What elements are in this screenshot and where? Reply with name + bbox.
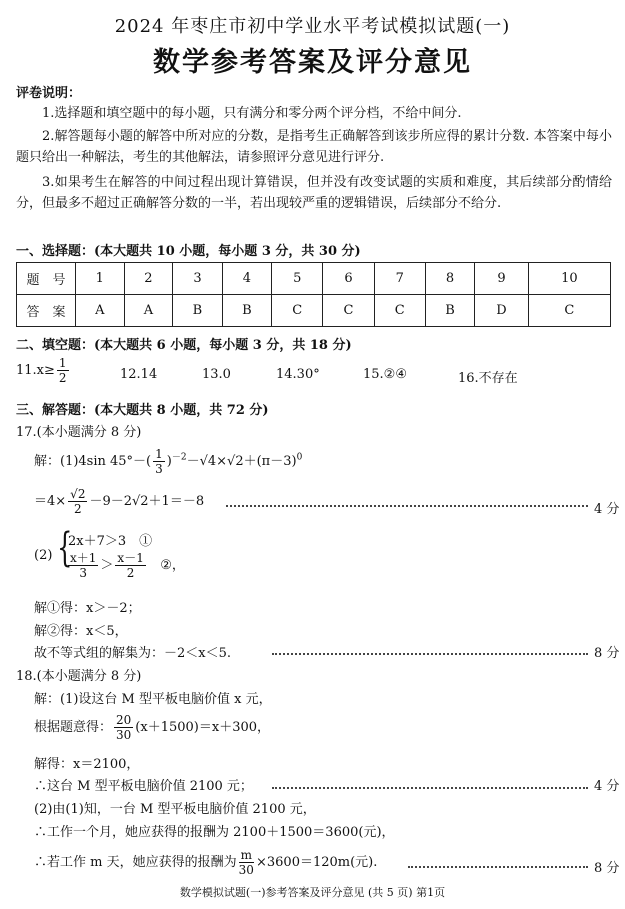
q18-line4: ∴这台 M 型平板电脑价值 2100 元；	[34, 779, 253, 794]
score-mark: 4 分	[594, 779, 620, 794]
fraction	[68, 551, 98, 580]
fraction-numerator: x＋1	[70, 551, 97, 565]
fill-answer-13: 13.0	[202, 367, 231, 382]
score-mark: 8 分	[594, 646, 620, 661]
fraction-denominator: 30	[238, 863, 254, 877]
q18-line7	[34, 848, 377, 877]
q18-line1: 解：(1)设这台 M 型平板电脑价值 x 元，	[34, 692, 272, 707]
dotted-leader	[226, 505, 588, 507]
q18-line7-part-a: ∴若工作 m 天，她应获得的报酬为	[34, 855, 237, 870]
q17-line1-part-b: )	[166, 454, 172, 469]
answer-cell: C	[272, 295, 323, 327]
table-row-numbers	[17, 263, 611, 295]
question-number: 3	[173, 263, 222, 295]
question-number: 8	[425, 263, 474, 295]
fraction-numerator: √2	[70, 487, 86, 501]
fraction-denominator: 30	[116, 728, 132, 742]
q17-line1	[34, 447, 302, 476]
question-number: 10	[528, 263, 610, 295]
answer-cell: D	[475, 295, 529, 327]
fill-answer-11	[16, 356, 71, 385]
exponent: －2	[171, 452, 187, 463]
fill-answer-16: 16.不存在	[458, 371, 518, 386]
question-number: 7	[374, 263, 425, 295]
q17-title: 17.(本小题满分 8 分)	[16, 425, 142, 440]
fraction	[153, 447, 165, 476]
fraction-denominator: 2	[126, 566, 135, 580]
dotted-leader	[272, 787, 588, 789]
fraction-denominator: 2	[73, 502, 82, 516]
row-header-number: 题 号	[17, 263, 76, 295]
score-mark: 4 分	[594, 502, 620, 517]
grading-notes-label: 评卷说明：	[16, 86, 82, 101]
fraction-denominator: 2	[58, 371, 67, 385]
dotted-leader	[272, 653, 588, 655]
question-number: 2	[124, 263, 173, 295]
q18-line2	[34, 713, 270, 742]
section1-heading: 一、选择题：(本大题共 10 小题，每小题 3 分，共 30 分)	[16, 244, 361, 259]
left-brace: {	[57, 525, 73, 571]
answer-table	[16, 262, 611, 327]
q17-line6: 故不等式组的解集为：－2＜x＜5.	[34, 646, 232, 661]
answer-cell: C	[374, 295, 425, 327]
section3-heading: 三、解答题：(本大题共 8 小题，共 72 分)	[16, 403, 269, 418]
answer-cell: A	[76, 295, 125, 327]
answer-cell: A	[124, 295, 173, 327]
fill-answer-15: 15.②④	[363, 367, 407, 382]
answer-cell: C	[323, 295, 374, 327]
fraction	[114, 713, 133, 742]
question-number: 5	[272, 263, 323, 295]
answer-cell: B	[173, 295, 222, 327]
fraction-numerator: 1	[58, 356, 67, 370]
fill-answer-11-prefix: 11.x≥	[16, 363, 55, 378]
q17-part2-label: (2)	[34, 548, 53, 563]
fraction-numerator: x－1	[117, 551, 144, 565]
table-row-answers	[17, 295, 611, 327]
question-number: 1	[76, 263, 125, 295]
q17-line5: 解②得：x＜5，	[34, 624, 128, 639]
q18-line2-part-a: 根据题意得：	[34, 720, 113, 735]
answer-cell: B	[222, 295, 271, 327]
fraction	[57, 356, 69, 385]
fraction	[115, 551, 145, 580]
greater-than: ＞	[100, 558, 114, 573]
question-number: 6	[323, 263, 374, 295]
fill-answer-12: 12.14	[120, 367, 158, 382]
equation-marker: ②	[160, 558, 172, 573]
q18-line3: 解得：x＝2100，	[34, 757, 140, 772]
question-number: 9	[475, 263, 529, 295]
q18-line6: ∴工作一个月，她应获得的报酬为 2100＋1500＝3600(元)，	[34, 825, 395, 840]
q17-line4: 解①得：x＞－2；	[34, 601, 141, 616]
q17-line1-part-a: 解：(1)4sin 45°－(	[34, 454, 152, 469]
score-mark: 8 分	[594, 861, 620, 876]
q17-line1-part-c: －√4×√2＋(π－3)	[186, 454, 297, 469]
punctuation: ，	[171, 558, 185, 573]
inequality-2	[66, 551, 185, 580]
q17-line2-part-b: －9－2√2＋1＝－8	[89, 494, 205, 509]
grading-note-3: 3.如果考生在解答的中间过程出现计算错误，但并没有改变试题的实质和难度，其后续部分酌情给分，但最多不超过正确解答分数的一半，若出现较严重的逻辑错误，后续部分不给分.	[16, 175, 612, 211]
q18-line5: (2)由(1)知，一台 M 型平板电脑价值 2100 元，	[34, 802, 316, 817]
fraction-numerator: 20	[116, 713, 132, 727]
q18-line7-part-b: ×3600＝120m(元).	[255, 855, 378, 870]
row-header-answer: 答 案	[17, 295, 76, 327]
q18-title: 18.(本小题满分 8 分)	[16, 669, 142, 684]
inequality-1: 2x＋7＞3 ①	[68, 534, 153, 549]
question-number: 4	[222, 263, 271, 295]
section2-heading: 二、填空题：(本大题共 6 小题，每小题 3 分，共 18 分)	[16, 338, 352, 353]
grading-note-2: 2.解答题每小题的解答中所对应的分数，是指考生正确解答到该步所应得的累计分数. 本答案中每小题只给出一种解法，考生的其他解法，请参照评分意见进行评分.	[16, 129, 612, 165]
q17-line2-part-a: ＝4×	[34, 494, 67, 509]
fraction-denominator: 3	[79, 566, 88, 580]
dotted-leader	[408, 866, 588, 868]
fraction-denominator: 3	[155, 462, 163, 476]
grading-note-1: 1.选择题和填空题中的每小题，只有满分和零分两个评分档，不给中间分.	[42, 106, 462, 121]
document-subtitle: 数学参考答案及评分意见	[153, 47, 472, 78]
fraction-numerator: 1	[155, 447, 163, 461]
document-title: 2024 年枣庄市初中学业水平考试模拟试题(一)	[114, 16, 511, 37]
fraction	[239, 848, 254, 877]
fraction	[68, 487, 87, 516]
q18-line2-part-b: (x＋1500)＝x＋300，	[135, 720, 271, 735]
answer-cell: B	[425, 295, 474, 327]
fraction-numerator: m	[240, 848, 252, 862]
exponent: 0	[296, 452, 303, 463]
q17-line2	[34, 487, 204, 516]
fill-answer-14: 14.30°	[276, 367, 320, 382]
page-footer: 数学模拟试题(一)参考答案及评分意见 (共 5 页) 第1页	[179, 886, 446, 899]
answer-cell: C	[528, 295, 610, 327]
